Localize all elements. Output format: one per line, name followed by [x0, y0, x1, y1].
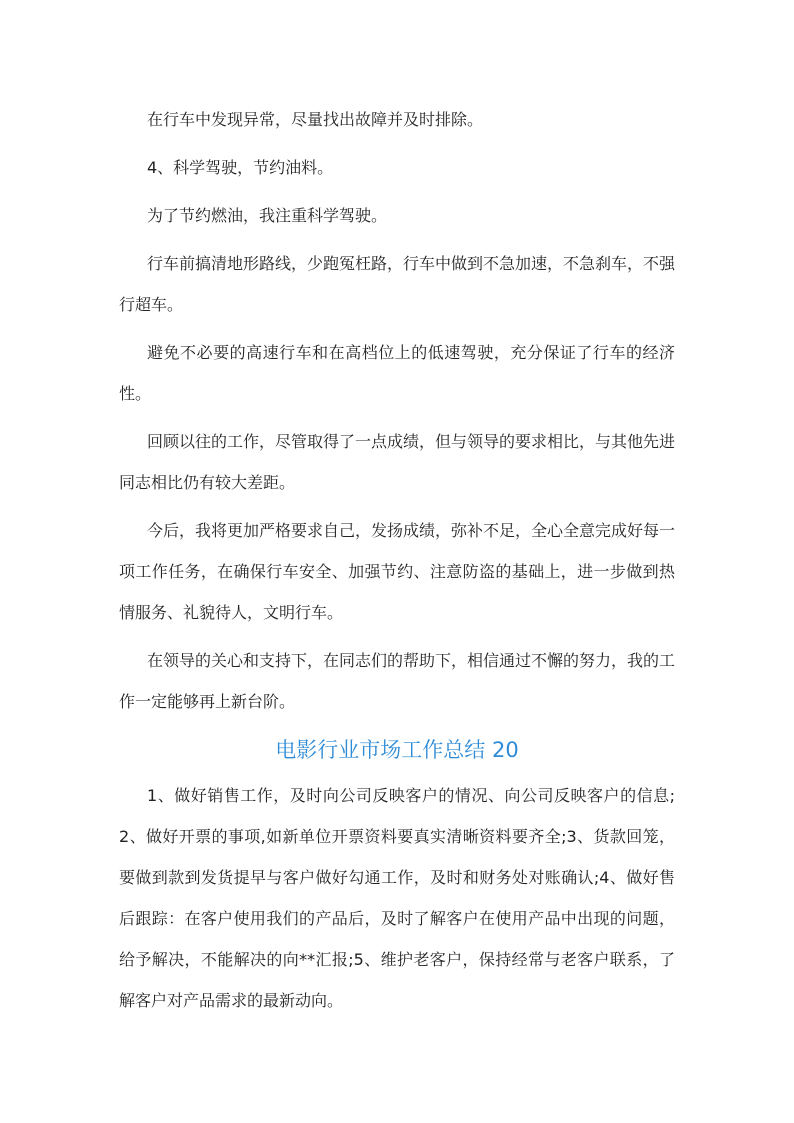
section-heading: 电影行业市场工作总结 20 — [275, 738, 519, 762]
paragraph: 行车前搞清地形路线，少跑冤枉路，行车中做到不急加速，不急刹车，不强行超车。 — [119, 254, 676, 314]
paragraph: 4、科学驾驶，节约油料。 — [147, 158, 334, 177]
paragraph-list-top — [119, 99, 675, 722]
paragraph: 今后，我将更加严格要求自己，发扬成绩，弥补不足，全心全意完成好每一项工作任务，在确保行车安全、加强节约、注意防盗的基础上，进一步做到热情服务、礼貌待人，文明行车。 — [119, 521, 676, 622]
paragraph: 避免不必要的高速行车和在高档位上的低速驾驶，充分保证了行车的经济性。 — [119, 343, 675, 403]
document-body — [119, 99, 675, 1028]
paragraph: 回顾以往的工作，尽管取得了一点成绩，但与领导的要求相比，与其他先进同志相比仍有较大差距。 — [119, 432, 676, 492]
paragraph: 为了节约燃油，我注重科学驾驶。 — [147, 206, 388, 225]
paragraph-list-bottom — [119, 775, 675, 1021]
paragraph: 在领导的关心和支持下，在同志们的帮助下，相信通过不懈的努力，我的工作一定能够再上新台阶。 — [119, 651, 676, 711]
paragraph: 在行车中发现异常，尽量找出故障并及时排除。 — [147, 110, 484, 129]
paragraph: 1、做好销售工作，及时向公司反映客户的情况、向公司反映客户的信息;2、做好开票的事项,如新单位开票资料要真实清晰资料要齐全;3、货款回笼，要做到款到发货提早与客户做好勾通工作，及时和财务处对账确认;4、做好售后跟踪：在客户使用我们的产品后，及时了解客户在使用产品中出现的问题，给予解决，不能解决的向**汇报;5、维护老客户，保持经常与老客户联系，了解客户对产品需求的最新动向。 — [119, 786, 675, 1010]
